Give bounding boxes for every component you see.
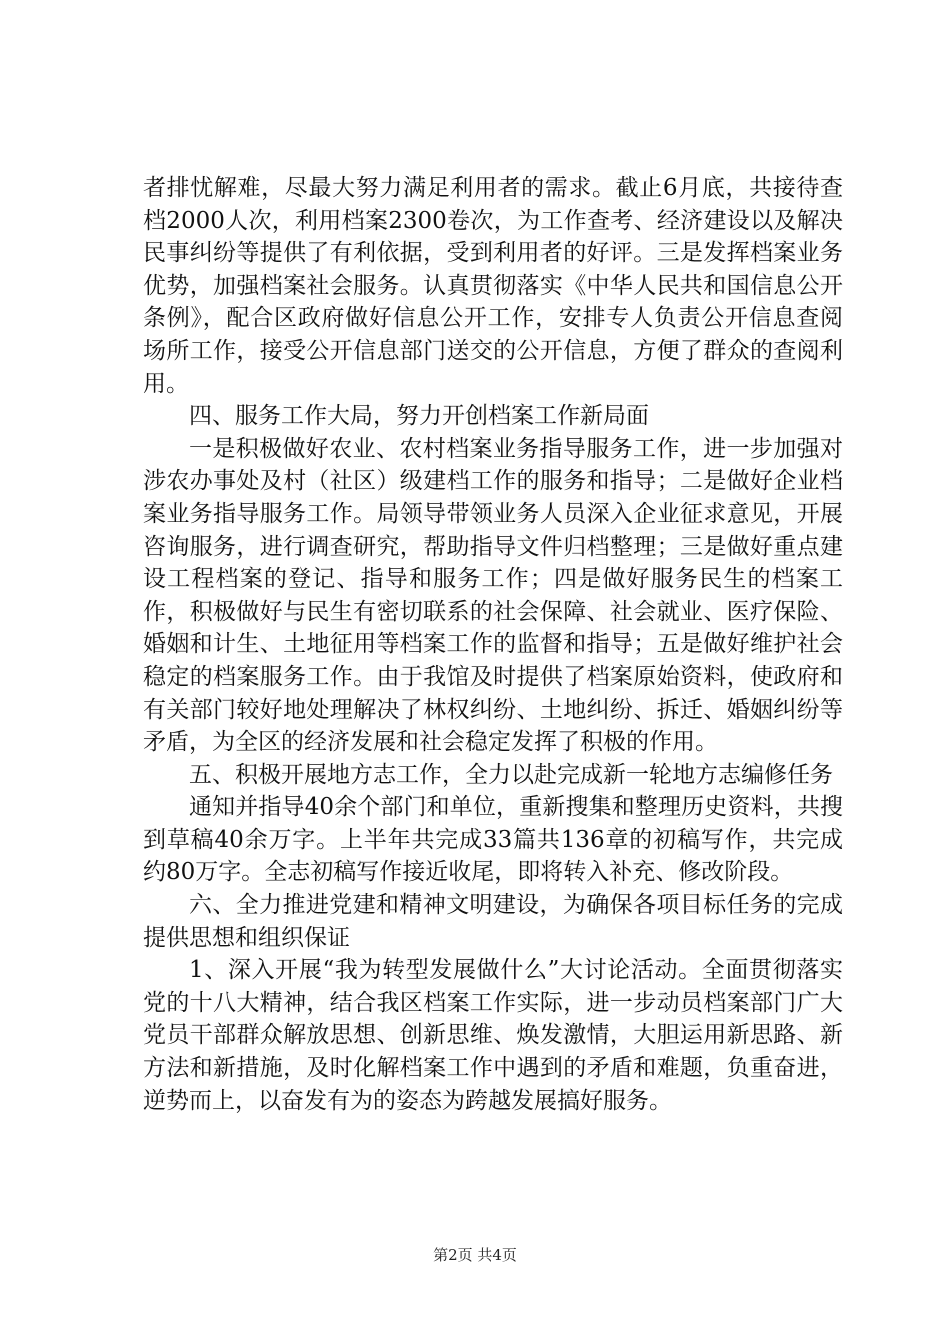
paragraph-archive-service: 者排忧解难，尽最大努力满足利用者的需求。截止6月底，共接待查档2000人次，利用档案2300卷次，为工作查考、经济建设以及解决民事纠纷等提供了有利依据，受到利用者的好评。三是发挥档案业务优势，加强档案社会服务。认真贯彻落实《中华人民共和国信息公开条例》，配合区政府做好信息公开工作，安排专人负责公开信息查阅场所工作，接受公开信息部门送交的公开信息，方便了群众的查阅利用。 <box>143 175 843 397</box>
paragraph-service-overall: 一是积极做好农业、农村档案业务指导服务工作，进一步加强对涉农办事处及村（社区）级建档工作的服务和指导；二是做好企业档案业务指导服务工作。局领导带领业务人员深入企业征求意见，开展咨询服务，进行调查研究，帮助指导文件归档整理；三是做好重点建设工程档案的登记、指导和服务工作；四是做好服务民生的档案工作，积极做好与民生有密切联系的社会保障、社会就业、医疗保险、婚姻和计生、土地征用等档案工作的监督和指导；五是做好维护社会稳定的档案服务工作。由于我馆及时提供了档案原始资料，使政府和有关部门较好地处理解决了林权纠纷、土地纠纷、拆迁、婚姻纠纷等矛盾，为全区的经济发展和社会稳定发挥了积极的作用。 <box>143 435 843 756</box>
document-body <box>143 172 843 1117</box>
paragraph-local-chronicle: 通知并指导40余个部门和单位，重新搜集和整理历史资料，共搜到草稿40余万字。上半年共完成33篇共136章的初稿写作，共完成约80万字。全志初稿写作接近收尾，即将转入补充、修改阶段。 <box>143 794 843 886</box>
section-heading-5: 五、积极开展地方志工作，全力以赴完成新一轮地方志编修任务 <box>189 761 833 788</box>
section-heading-6: 六、全力推进党建和精神文明建设，为确保各项目标任务的完成提供思想和组织保证 <box>143 892 843 951</box>
page-number-footer: 第2页 共4页 <box>433 1246 517 1264</box>
section-heading-4: 四、服务工作大局，努力开创档案工作新局面 <box>189 403 649 430</box>
paragraph-party-building: 1、深入开展“我为转型发展做什么”大讨论活动。全面贯彻落实党的十八大精神，结合我区档案工作实际，进一步动员档案部门广大党员干部群众解放思想、创新思维、焕发激情，大胆运用新思路、新方法和新措施，及时化解档案工作中遇到的矛盾和难题，负重奋进，逆势而上，以奋发有为的姿态为跨越发展搞好服务。 <box>143 957 843 1114</box>
